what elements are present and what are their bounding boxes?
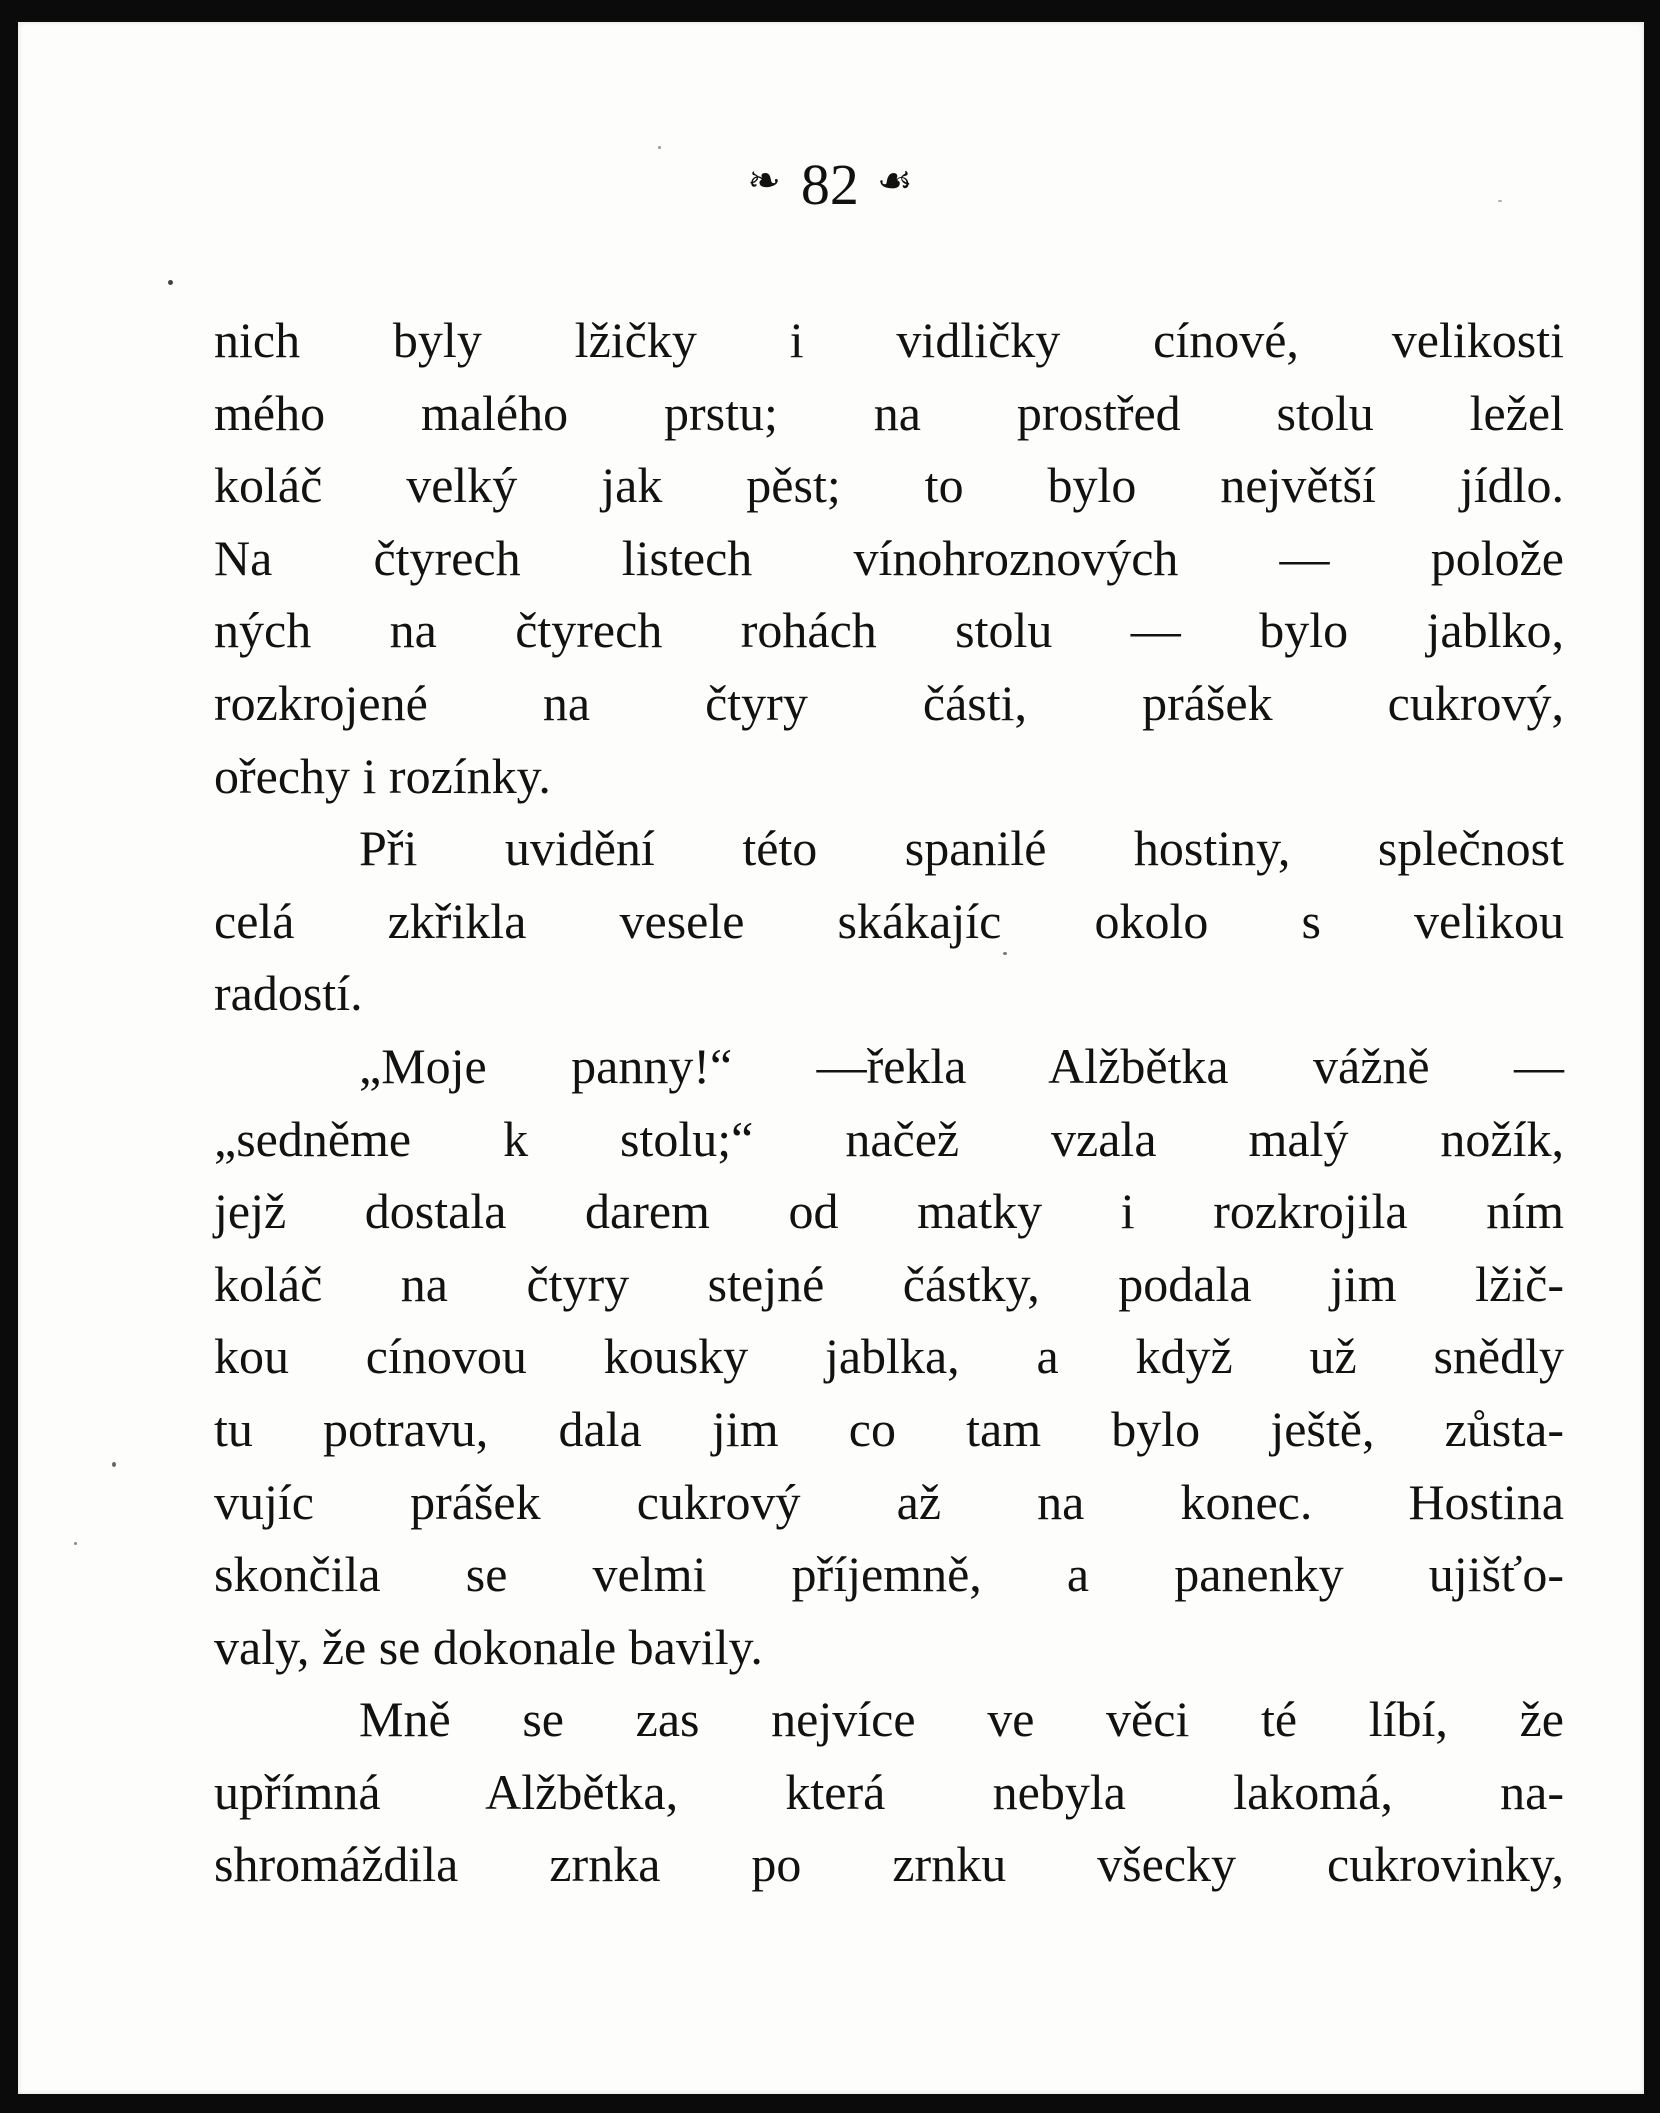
text-line: vujíc prášek cukrový až na konec. Hostina [214, 1473, 1564, 1530]
book-page [18, 22, 1644, 2094]
text-line: jejž dostala darem od matky i rozkrojila ním [214, 1183, 1564, 1240]
text-line: shromáždila zrnka po zrnku všecky cukrovinky, [214, 1836, 1564, 1893]
text-line: tu potravu, dala jim co tam bylo ještě, zůsta- [214, 1400, 1564, 1457]
text-line: ořechy i rozínky. [214, 747, 551, 804]
text-line: skončila se velmi příjemně, a panenky ujišťo- [214, 1546, 1564, 1603]
page-text [214, 304, 1564, 1901]
text-line: radostí. [214, 965, 363, 1022]
page-number: 82 [800, 151, 859, 217]
paper-speck [112, 1462, 116, 1467]
text-line: koláč na čtyry stejné částky, podala jim lžič- [214, 1255, 1564, 1312]
text-line: mého malého prstu; na prostřed stolu ležel [214, 384, 1564, 441]
text-line: ných na čtyrech rohách stolu — bylo jablko, [214, 602, 1564, 659]
text-line: „sedněme k stolu;“ načež vzala malý nožík, [214, 1110, 1564, 1167]
paper-speck [658, 146, 661, 149]
right-ornament-icon: ☙ [876, 157, 915, 203]
text-line: celá zkřikla vesele skákajíc okolo s velikou [214, 892, 1564, 949]
text-line: Mně se zas nejvíce ve věci té líbí, že [359, 1691, 1564, 1748]
text-line: upřímná Alžbětka, která nebyla lakomá, na- [214, 1763, 1564, 1820]
text-line: nich byly lžičky i vidličky cínové, velikosti [214, 312, 1564, 368]
left-ornament-icon: ❧ [747, 157, 783, 203]
paper-speck [74, 1542, 77, 1545]
text-line: rozkrojené na čtyry části, prášek cukrový, [214, 674, 1564, 731]
text-line: Při uvidění této spanilé hostiny, splečnost [359, 820, 1564, 877]
text-line: koláč velký jak pěst; to bylo největší jídlo. [214, 457, 1564, 514]
paper-speck [168, 280, 173, 285]
text-line: valy, že se dokonale bavily. [214, 1618, 763, 1675]
text-line: kou cínovou kousky jablka, a když už snědly [214, 1328, 1564, 1385]
page-number-header [18, 150, 1644, 217]
paper-speck [1003, 952, 1007, 955]
text-line: „Moje panny!“ —řekla Alžbětka vážně — [359, 1037, 1564, 1094]
text-line: Na čtyrech listech vínohroznových — polože [214, 529, 1564, 586]
paper-speck [1498, 200, 1502, 202]
